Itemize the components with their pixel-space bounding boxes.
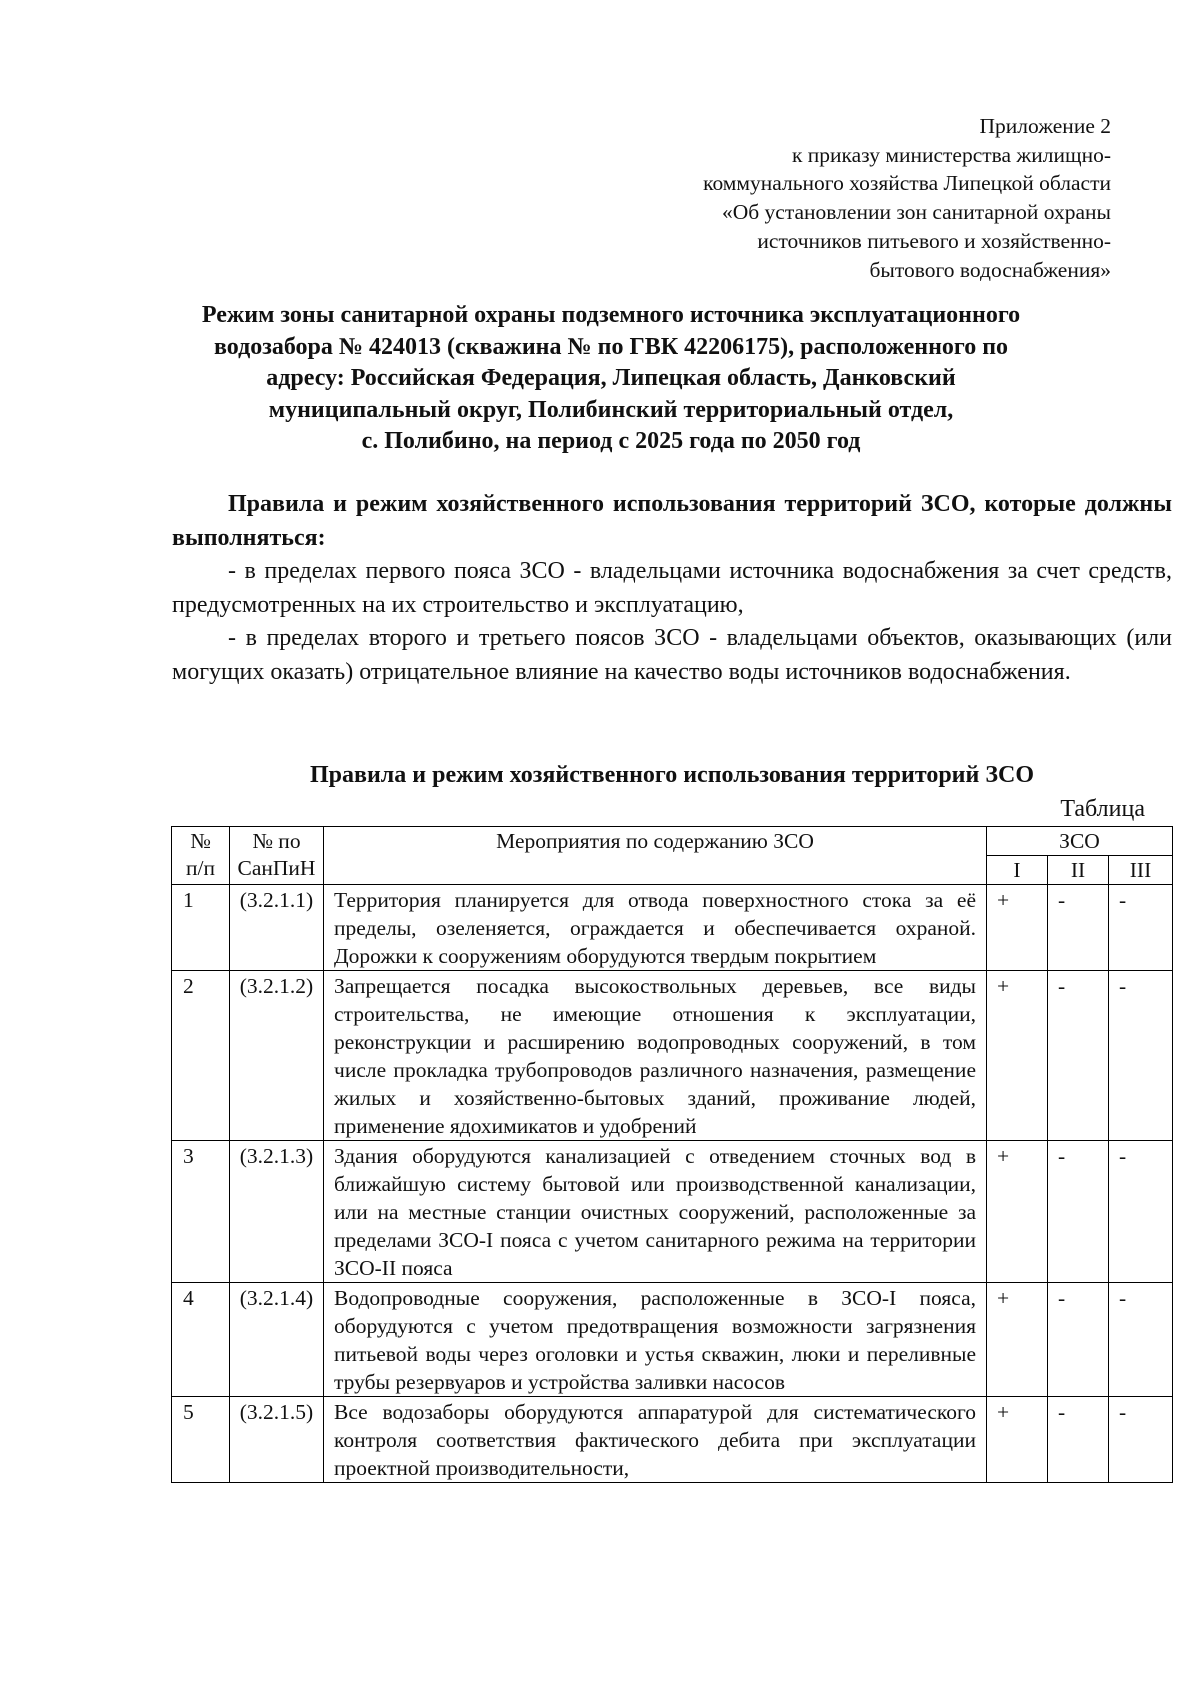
header-zone-3: III xyxy=(1109,856,1173,885)
row-zone-3: - xyxy=(1109,885,1173,971)
row-zone-1: + xyxy=(987,971,1048,1141)
row-measure: Запрещается посадка высокоствольных деревьев, все виды строительства, не имеющие отношения к эксплуатации, реконструкции и расширению водопроводных сооружений, в том числе прокладка трубопроводов различного назначения, размещение жилых и хозяйственно-бытовых зданий, проживание людей, применение ядохимикатов и удобрений xyxy=(324,971,987,1141)
row-zone-1: + xyxy=(987,1283,1048,1397)
document-title xyxy=(140,300,1082,458)
header-measures: Мероприятия по содержанию ЗСО xyxy=(324,827,987,885)
row-sanpin: (3.2.1.1) xyxy=(230,885,324,971)
table-row xyxy=(172,885,1173,971)
title-line: с. Полибино, на период с 2025 года по 2050 год xyxy=(361,428,861,454)
row-sanpin: (3.2.1.5) xyxy=(230,1397,324,1483)
table-row xyxy=(172,1283,1173,1397)
row-num: 3 xyxy=(172,1141,230,1283)
row-zone-2: - xyxy=(1048,971,1109,1141)
row-zone-3: - xyxy=(1109,971,1173,1141)
row-zone-3: - xyxy=(1109,1283,1173,1397)
appendix-line: источников питьевого и хозяйственно- xyxy=(757,228,1111,253)
appendix-line: к приказу министерства жилищно- xyxy=(791,142,1111,167)
row-num: 2 xyxy=(172,971,230,1141)
table-title: Правила и режим хозяйственного использования территорий ЗСО xyxy=(310,762,1034,788)
row-zone-3: - xyxy=(1109,1141,1173,1283)
rules-section xyxy=(172,488,1172,689)
header-zone-2: II xyxy=(1048,856,1109,885)
table-row xyxy=(172,1141,1173,1283)
row-num: 4 xyxy=(172,1283,230,1397)
rules-item-second-third-belt: - в пределах второго и третьего поясов ЗСО - владельцами объектов, оказывающих (или могущих оказать) отрицательное влияние на качество воды источников водоснабжения. xyxy=(172,625,1172,685)
row-num: 1 xyxy=(172,885,230,971)
row-zone-2: - xyxy=(1048,1141,1109,1283)
table-row xyxy=(172,971,1173,1141)
rules-heading: Правила и режим хозяйственного использования территорий ЗСО, которые должны выполняться: xyxy=(172,491,1172,551)
title-line: адресу: Российская Федерация, Липецкая область, Данковский xyxy=(266,365,956,391)
appendix-line: Приложение 2 xyxy=(979,114,1111,138)
row-measure: Водопроводные сооружения, расположенные в ЗСО-I пояса, оборудуются с учетом предотвращения возможности загрязнения питьевой воды через оголовки и устья скважин, люки и переливные трубы резервуаров и устройства заливки насосов xyxy=(324,1283,987,1397)
row-zone-1: + xyxy=(987,885,1048,971)
row-sanpin: (3.2.1.2) xyxy=(230,971,324,1141)
row-sanpin: (3.2.1.4) xyxy=(230,1283,324,1397)
row-zone-2: - xyxy=(1048,1283,1109,1397)
row-zone-2: - xyxy=(1048,885,1109,971)
row-zone-2: - xyxy=(1048,1397,1109,1483)
row-zone-1: + xyxy=(987,1141,1048,1283)
rules-item-first-belt: - в пределах первого пояса ЗСО - владельцами источника водоснабжения за счет средств, предусмотренных на их строительство и эксплуатацию, xyxy=(172,558,1172,618)
header-sanpin: № по СанПиН xyxy=(230,827,324,885)
title-line: Режим зоны санитарной охраны подземного источника эксплуатационного xyxy=(201,302,1021,328)
row-zone-1: + xyxy=(987,1397,1048,1483)
row-sanpin: (3.2.1.3) xyxy=(230,1141,324,1283)
table-row xyxy=(172,1397,1173,1483)
title-line: муниципальный округ, Полибинский территориальный отдел, xyxy=(268,396,954,423)
table-caption: Таблица xyxy=(1060,796,1145,822)
title-line: водозабора № 424013 (скважина № по ГВК 42206175), расположенного по xyxy=(213,333,1009,360)
row-measure: Здания оборудуются канализацией с отведением сточных вод в ближайшую систему бытовой или производственной канализации, или на местные станции очистных сооружений, расположенные за пределами ЗСО-I пояса с учетом санитарного режима на территории ЗСО-II пояса xyxy=(324,1141,987,1283)
row-zone-3: - xyxy=(1109,1397,1173,1483)
appendix-line: коммунального хозяйства Липецкой области xyxy=(703,171,1111,196)
appendix-line: «Об установлении зон санитарной охраны xyxy=(721,200,1111,225)
header-zone-1: I xyxy=(987,856,1048,885)
appendix-header xyxy=(591,112,1111,284)
zso-measures-table xyxy=(171,826,1173,1483)
header-num: № п/п xyxy=(172,827,230,885)
row-measure: Территория планируется для отвода поверхностного стока за её пределы, озеленяется, ограждается и обеспечивается охраной. Дорожки к сооружениям оборудуются твердым покрытием xyxy=(324,885,987,971)
header-zso: ЗСО xyxy=(987,827,1173,856)
row-measure: Все водозаборы оборудуются аппаратурой для систематического контроля соответствия фактического дебита при эксплуатации проектной производительности, xyxy=(324,1397,987,1483)
appendix-line: бытового водоснабжения» xyxy=(869,257,1111,282)
row-num: 5 xyxy=(172,1397,230,1483)
